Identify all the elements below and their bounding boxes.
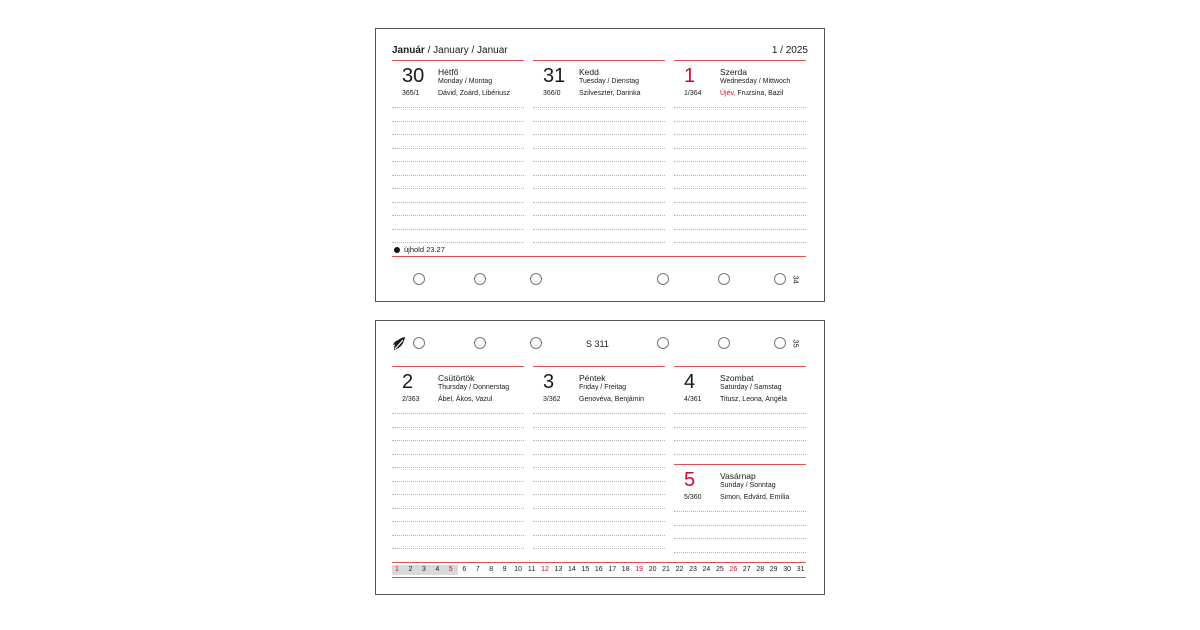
dotted-line	[674, 454, 806, 455]
name-days: Ábel, Ákos, Vazul	[438, 396, 493, 403]
dotted-line	[392, 134, 524, 135]
dotted-line	[533, 215, 665, 216]
punch-hole-icon	[718, 273, 730, 285]
dotted-line	[392, 161, 524, 162]
name-days: Simon, Edvárd, Emília	[720, 494, 790, 501]
dotted-line	[533, 202, 665, 203]
planner-page-top	[375, 28, 825, 302]
strip-day: 1	[395, 566, 399, 573]
header-rule	[674, 366, 806, 367]
dotted-line	[674, 229, 806, 230]
dotted-line	[392, 481, 524, 482]
name-days: Genovéva, Benjámin	[579, 396, 644, 403]
dotted-line	[533, 175, 665, 176]
dotted-line	[674, 175, 806, 176]
name-days: Újév, Fruzsina, Bazil	[720, 90, 784, 97]
dotted-line	[392, 175, 524, 176]
strip-day: 3	[421, 566, 426, 573]
period-label: 1 / 2025	[771, 45, 808, 56]
dotted-line	[674, 107, 806, 108]
day-number: 4	[684, 371, 696, 393]
dotted-line	[674, 121, 806, 122]
name-days: Szilveszter, Darinka	[579, 90, 641, 97]
day-header	[674, 369, 806, 403]
strip-day: 26	[729, 566, 738, 573]
dotted-line	[533, 535, 665, 536]
strip-day: 23	[689, 566, 697, 573]
dotted-line	[533, 148, 665, 149]
strip-day: 21	[662, 566, 670, 573]
dotted-line	[392, 521, 524, 522]
strip-day: 30	[783, 566, 792, 573]
strip-rule-top	[392, 562, 806, 563]
header-rule	[533, 366, 665, 367]
dotted-line	[674, 413, 806, 414]
day-header	[533, 369, 665, 403]
name-days: Titusz, Leona, Angéla	[720, 396, 788, 403]
strip-day: 5	[448, 566, 453, 573]
day-header	[674, 63, 806, 97]
strip-day: 31	[796, 566, 805, 573]
strip-day: 7	[475, 566, 480, 573]
bottom-rule	[392, 256, 806, 257]
day-header	[533, 63, 665, 97]
dotted-line	[533, 508, 665, 509]
strip-day: 14	[567, 566, 576, 573]
day-name: Vasárnap	[720, 471, 756, 481]
strip-day: 9	[502, 566, 507, 573]
day-number: 31	[543, 65, 566, 87]
day-header	[392, 369, 524, 403]
punch-hole-icon	[718, 337, 730, 349]
name-days: Dávid, Zoárd, Libériusz	[438, 90, 510, 97]
page-number: 35	[791, 339, 801, 348]
dotted-line	[674, 511, 806, 512]
strip-day: 8	[489, 566, 494, 573]
strip-day: 25	[715, 566, 724, 573]
dotted-line	[674, 188, 806, 189]
new-moon-icon	[394, 247, 400, 253]
day-translation: Friday / Freitag	[579, 384, 627, 391]
moon-note: újhold 23.27	[394, 245, 445, 254]
day-name: Szombat	[720, 373, 754, 383]
strip-day: 19	[635, 566, 644, 573]
dotted-line	[533, 242, 665, 243]
day-translation: Tuesday / Dienstag	[579, 78, 640, 85]
planner-page-bottom	[375, 320, 825, 595]
strip-day: 4	[435, 566, 440, 573]
page-number: 34	[791, 275, 801, 284]
dotted-line	[674, 538, 806, 539]
dotted-line	[533, 494, 665, 495]
strip-day: 17	[608, 566, 617, 573]
day-number: 30	[402, 65, 425, 87]
dotted-line	[533, 481, 665, 482]
dotted-line	[533, 107, 665, 108]
dotted-line	[533, 188, 665, 189]
day-translation: Monday / Montag	[438, 78, 493, 85]
dotted-line	[674, 440, 806, 441]
strip-day: 12	[541, 566, 549, 573]
day-translation: Wednesday / Mittwoch	[720, 78, 791, 85]
strip-day: 18	[621, 566, 630, 573]
day-number: 3	[543, 371, 555, 393]
header-rule	[533, 60, 665, 61]
day-name: Hétfő	[438, 67, 459, 77]
dotted-line	[674, 242, 806, 243]
day-count: 5/360	[684, 494, 702, 501]
dotted-line	[674, 148, 806, 149]
dotted-line	[533, 440, 665, 441]
dotted-line	[674, 134, 806, 135]
strip-day: 11	[527, 566, 536, 573]
dotted-line	[392, 148, 524, 149]
dotted-line	[533, 548, 665, 549]
day-name: Péntek	[579, 373, 606, 383]
dotted-line	[674, 215, 806, 216]
day-translation: Sunday / Sonntag	[720, 482, 776, 489]
day-count: 4/361	[684, 396, 702, 403]
dotted-line	[533, 467, 665, 468]
leaf-logo-icon	[392, 336, 406, 352]
day-column	[392, 369, 524, 557]
day-column	[392, 63, 524, 245]
strip-day: 29	[769, 566, 778, 573]
day-count: 3/362	[543, 396, 561, 403]
day-number: 2	[402, 371, 414, 393]
day-column	[533, 63, 665, 245]
month-title: Január / January / Januar	[392, 45, 508, 56]
punch-hole-icon	[774, 273, 786, 285]
dotted-line	[533, 161, 665, 162]
strip-rule-bottom	[392, 577, 806, 578]
dotted-line	[392, 508, 524, 509]
dotted-line	[392, 202, 524, 203]
dotted-line	[533, 454, 665, 455]
punch-hole-icon	[413, 337, 425, 349]
dotted-line	[674, 202, 806, 203]
day-count: 2/363	[402, 396, 420, 403]
day-translation: Thursday / Donnerstag	[438, 384, 510, 391]
punch-hole-icon	[657, 337, 669, 349]
product-code: S 311	[586, 339, 609, 349]
dotted-line	[674, 525, 806, 526]
dotted-line	[533, 427, 665, 428]
punch-hole-icon	[474, 337, 486, 349]
dotted-line	[533, 413, 665, 414]
day-column	[674, 467, 806, 557]
header-rule	[674, 60, 806, 61]
strip-day: 28	[756, 566, 765, 573]
header-rule	[674, 464, 806, 465]
strip-day: 13	[554, 566, 563, 573]
strip-day: 2	[408, 566, 413, 573]
dotted-line	[533, 229, 665, 230]
dotted-line	[533, 521, 665, 522]
day-header	[392, 63, 524, 97]
day-name: Csütörtök	[438, 373, 475, 383]
day-count: 365/1	[402, 90, 420, 97]
punch-hole-icon	[530, 273, 542, 285]
day-count: 1/364	[684, 90, 702, 97]
dotted-line	[392, 467, 524, 468]
strip-day: 24	[702, 566, 711, 573]
dotted-line	[674, 552, 806, 553]
day-column	[533, 369, 665, 557]
month-strip	[392, 565, 806, 575]
dotted-line	[392, 188, 524, 189]
dotted-line	[392, 413, 524, 414]
dotted-line	[392, 535, 524, 536]
dotted-line	[392, 494, 524, 495]
day-count: 366/0	[543, 90, 561, 97]
day-number: 1	[684, 65, 696, 87]
strip-day: 15	[581, 566, 590, 573]
day-number: 5	[684, 469, 696, 491]
strip-day: 22	[675, 566, 684, 573]
dotted-line	[392, 107, 524, 108]
dotted-line	[392, 454, 524, 455]
punch-hole-icon	[474, 273, 486, 285]
dotted-line	[392, 548, 524, 549]
header-rule	[392, 60, 524, 61]
dotted-line	[533, 134, 665, 135]
day-column	[674, 63, 806, 245]
strip-day: 27	[742, 566, 751, 573]
header-rule	[392, 366, 524, 367]
strip-day: 6	[462, 566, 467, 573]
dotted-line	[392, 427, 524, 428]
day-header	[674, 467, 806, 501]
dotted-line	[392, 215, 524, 216]
dotted-line	[392, 121, 524, 122]
strip-day: 20	[648, 566, 657, 573]
day-column	[674, 369, 806, 457]
strip-day: 10	[514, 566, 522, 573]
punch-hole-icon	[530, 337, 542, 349]
dotted-line	[674, 161, 806, 162]
holiday-label: Újév,	[720, 90, 736, 97]
day-translation: Saturday / Samstag	[720, 384, 782, 391]
dotted-line	[674, 427, 806, 428]
day-name: Kedd	[579, 67, 599, 77]
dotted-line	[392, 242, 524, 243]
strip-day: 16	[594, 566, 603, 573]
dotted-line	[392, 229, 524, 230]
dotted-line	[533, 121, 665, 122]
day-name: Szerda	[720, 67, 747, 77]
punch-hole-icon	[413, 273, 425, 285]
punch-hole-icon	[774, 337, 786, 349]
punch-hole-icon	[657, 273, 669, 285]
dotted-line	[392, 440, 524, 441]
